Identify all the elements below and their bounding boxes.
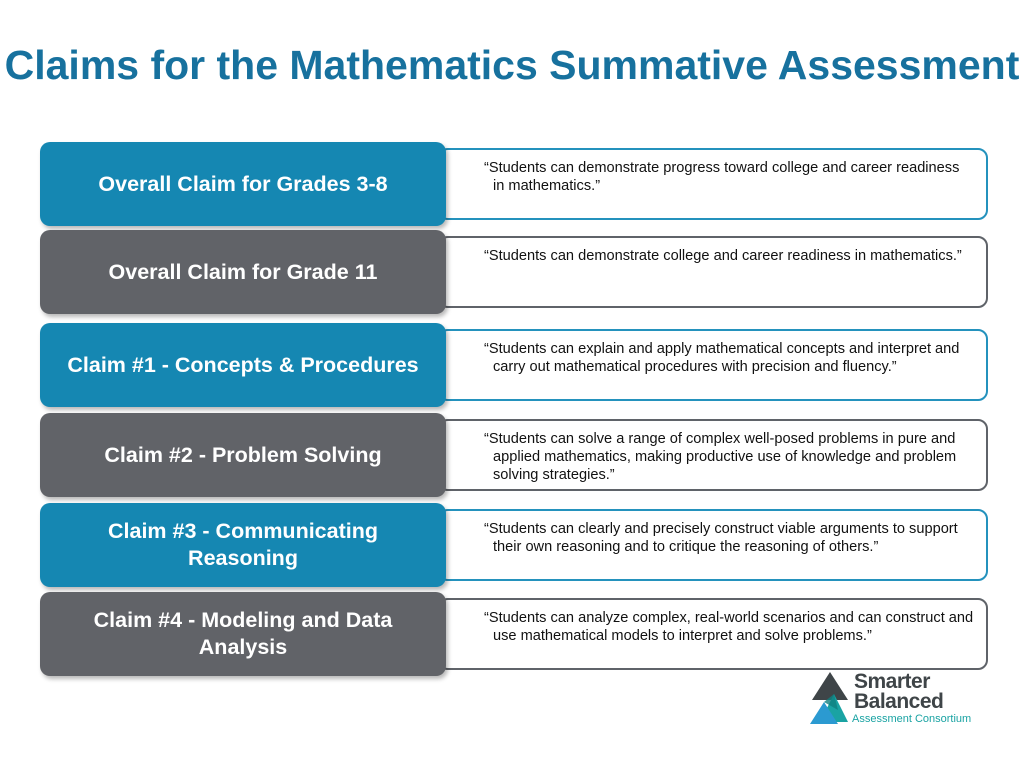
logo-word-balanced: Balanced — [854, 690, 944, 713]
claim-description-text: “Students can explain and apply mathematical concepts and interpret and carry out mathematical procedures with precision and fluency.” — [484, 341, 960, 375]
logo-subtitle: Assessment Consortium — [852, 713, 972, 725]
claim-description — [438, 598, 988, 670]
triangle-logo-icon — [810, 670, 856, 726]
claim-row-grades-3-8 — [40, 142, 990, 226]
claim-description — [438, 236, 988, 308]
claim-label: Claim #3 - Communicating Reasoning — [40, 503, 446, 587]
claim-description — [438, 329, 988, 401]
claim-description-text: “Students can demonstrate progress toward college and career readiness in mathematics.” — [484, 160, 960, 194]
claim-row-modeling-data-analysis — [40, 592, 990, 676]
claim-description — [438, 419, 988, 491]
slide-title: Claims for the Mathematics Summative Assessment — [4, 42, 1020, 88]
claim-description-text: “Students can analyze complex, real-world scenarios and can construct and use mathematical models to interpret and solve problems.” — [484, 610, 974, 644]
claim-label: Overall Claim for Grade 11 — [40, 230, 446, 314]
claim-label: Claim #4 - Modeling and Data Analysis — [40, 592, 446, 676]
claim-description-text: “Students can demonstrate college and career readiness in mathematics.” — [484, 248, 962, 264]
claim-description-text: “Students can solve a range of complex well-posed problems in pure and applied mathematics, making productive use of knowledge and problem solving strategies.” — [484, 431, 957, 483]
claim-label: Claim #2 - Problem Solving — [40, 413, 446, 497]
claim-row-concepts-procedures — [40, 323, 990, 407]
logo-word-smarter: Smarter — [854, 670, 930, 693]
claim-description — [438, 509, 988, 581]
claim-description — [438, 148, 988, 220]
claim-description-text: “Students can clearly and precisely construct viable arguments to support their own reasoning and to critique the reasoning of others.” — [484, 521, 958, 555]
claim-label: Overall Claim for Grades 3-8 — [40, 142, 446, 226]
claim-row-grade-11 — [40, 230, 990, 314]
smarter-balanced-logo — [810, 670, 990, 730]
claim-label: Claim #1 - Concepts & Procedures — [40, 323, 446, 407]
claim-row-communicating-reasoning — [40, 503, 990, 587]
claim-row-problem-solving — [40, 413, 990, 497]
